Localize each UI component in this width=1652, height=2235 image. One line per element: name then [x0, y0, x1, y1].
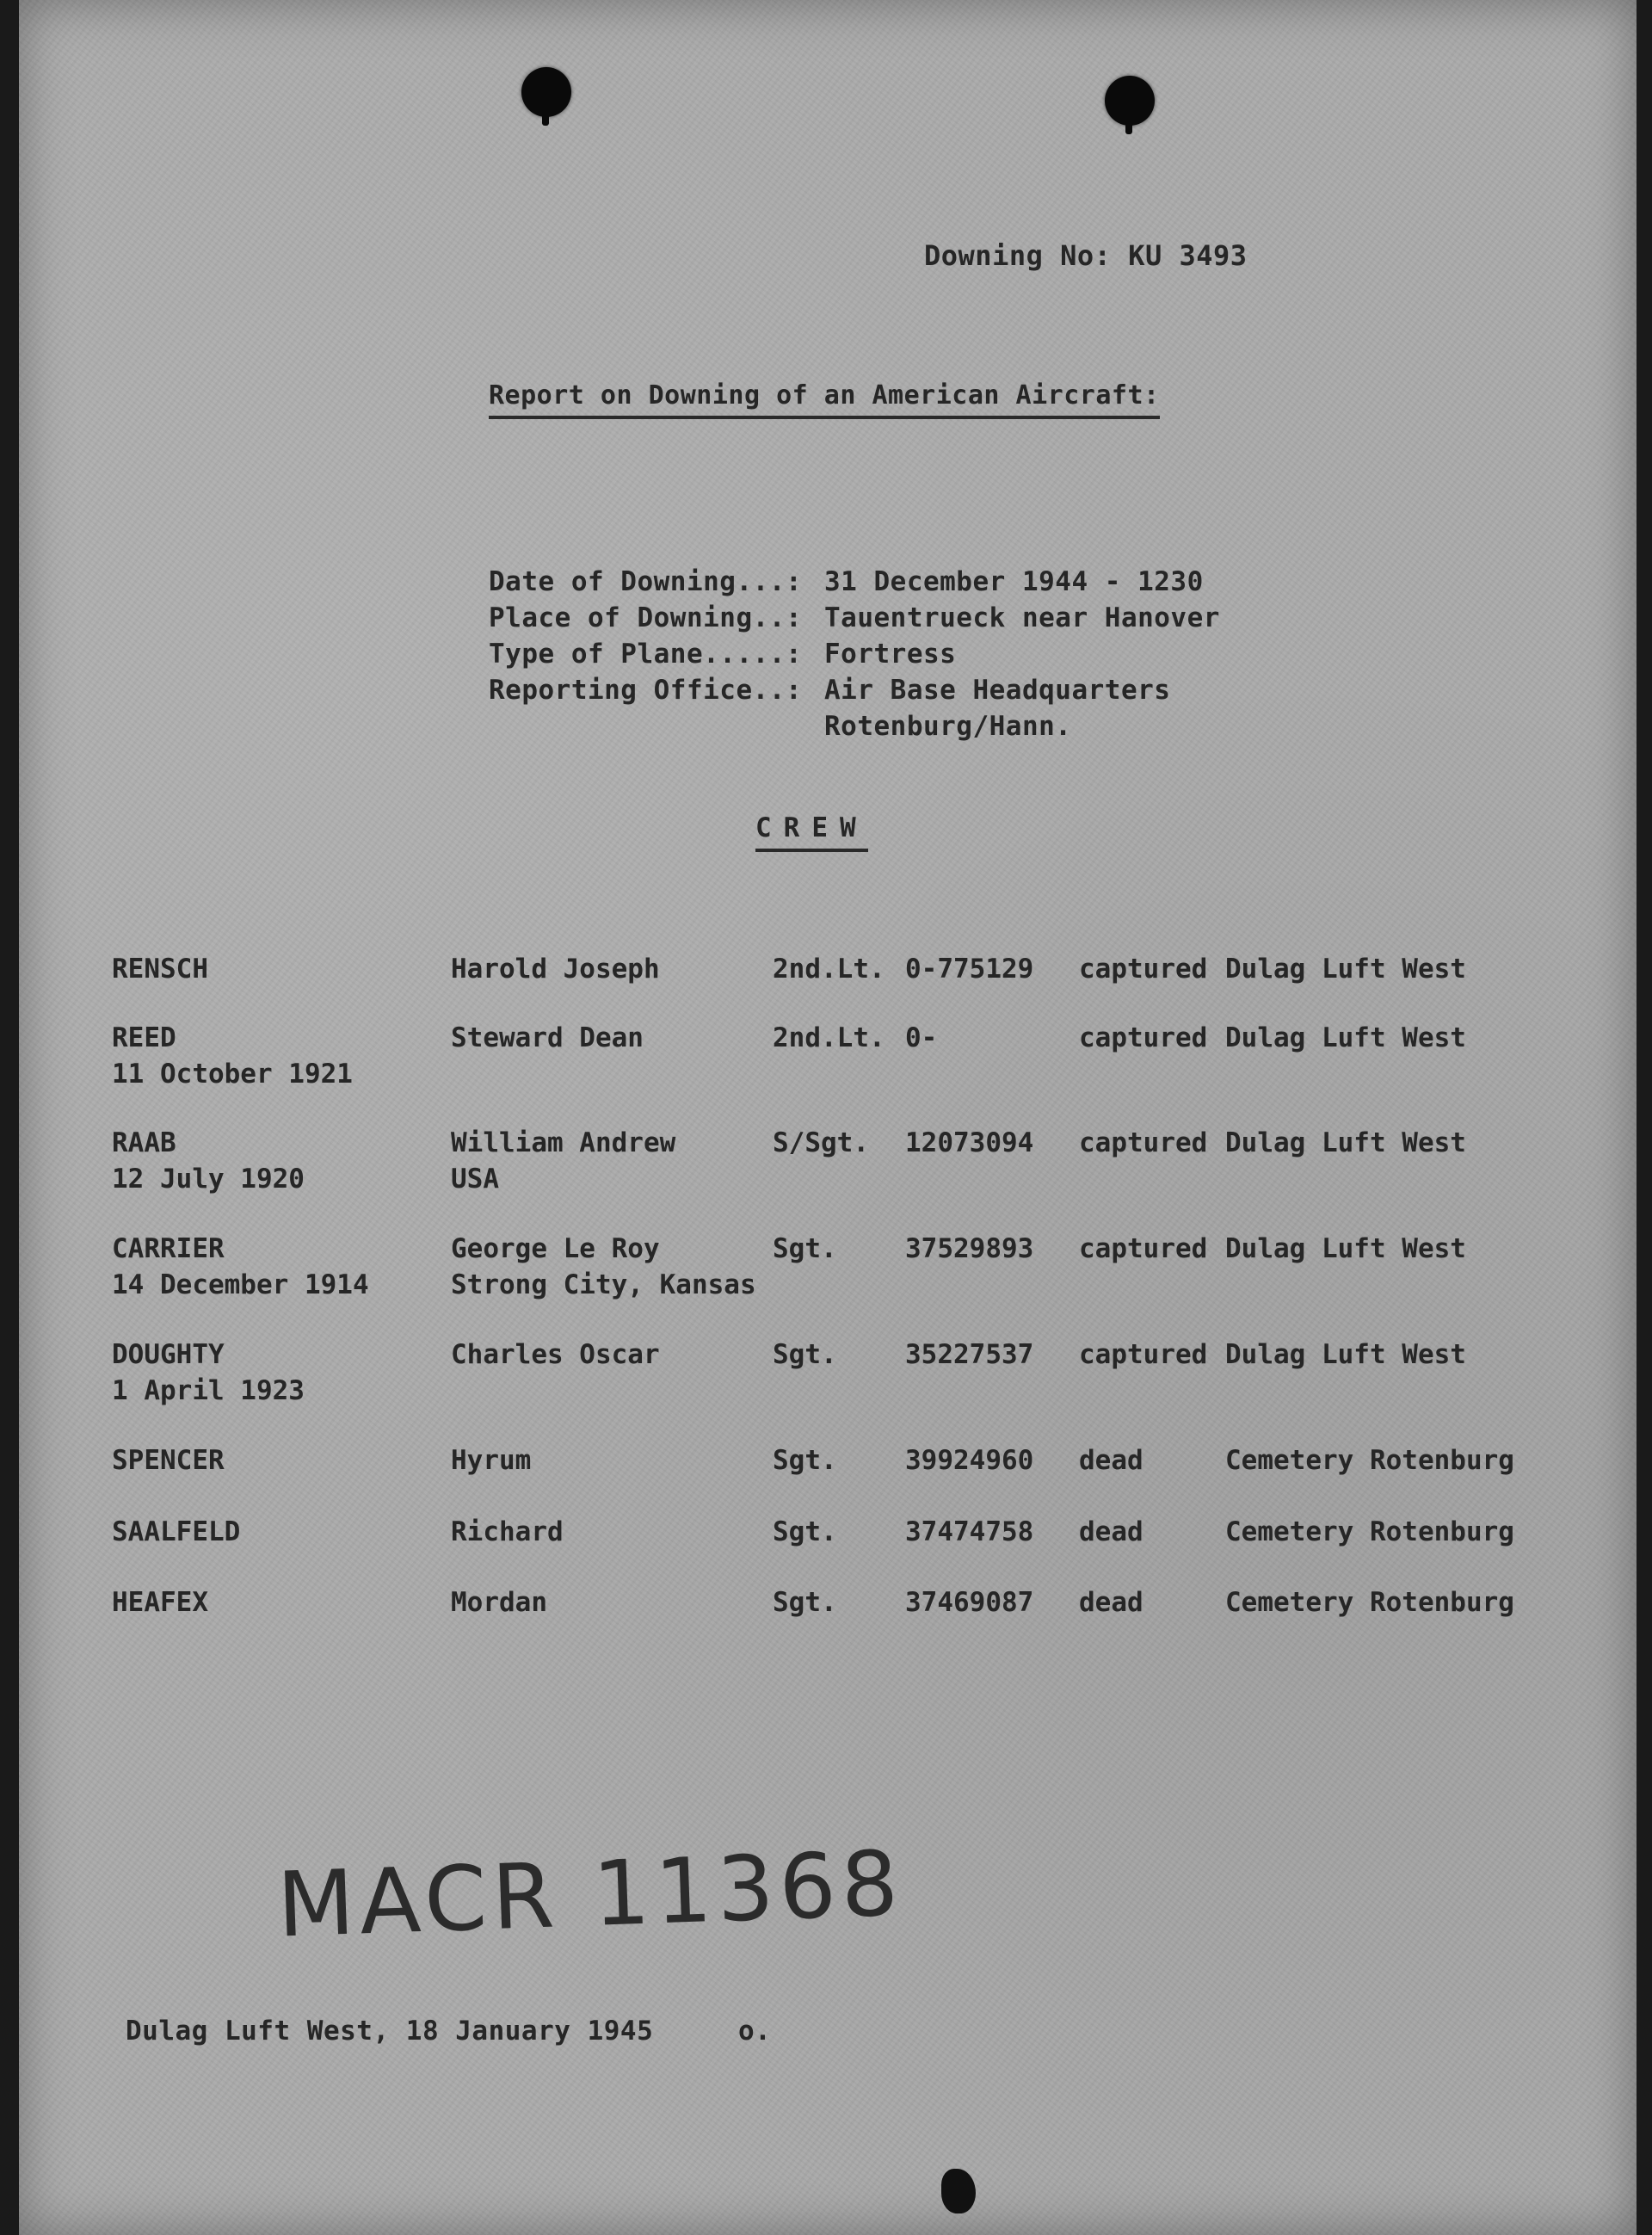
crew-surname: CARRIER: [112, 1233, 225, 1264]
crew-birth-date: 11 October 1921: [112, 1059, 353, 1090]
crew-status: captured: [1079, 1022, 1208, 1053]
crew-rank: 2nd.Lt.: [773, 954, 885, 985]
crew-given-names: Harold Joseph: [451, 954, 660, 985]
downing-number: Downing No: KU 3493: [924, 239, 1248, 272]
crew-serial-number: 37469087: [905, 1587, 1034, 1618]
crew-location: Dulag Luft West: [1225, 954, 1466, 985]
crew-given-names: William Andrew: [451, 1127, 676, 1158]
date-value: 31 December 1944 - 1230: [824, 566, 1204, 597]
office-value-line1: Air Base Headquarters: [824, 675, 1171, 706]
crew-serial-number: 39924960: [905, 1445, 1034, 1476]
crew-location: Cemetery Rotenburg: [1225, 1587, 1514, 1618]
crew-serial-number: 37529893: [905, 1233, 1034, 1264]
crew-serial-number: 37474758: [905, 1516, 1034, 1547]
punch-hole-left: [521, 67, 571, 117]
office-label: Reporting Office..:: [489, 675, 803, 706]
crew-location: Dulag Luft West: [1225, 1127, 1466, 1158]
crew-status: captured: [1079, 1127, 1208, 1158]
office-value-line2: Rotenburg/Hann.: [824, 711, 1072, 742]
crew-status: captured: [1079, 1339, 1208, 1370]
crew-given-names: Richard: [451, 1516, 564, 1547]
type-value: Fortress: [824, 639, 957, 670]
crew-given-names: George Le Roy: [451, 1233, 660, 1264]
crew-rank: Sgt.: [773, 1339, 837, 1370]
bottom-ink-smudge: [941, 2169, 976, 2213]
place-label: Place of Downing..:: [489, 602, 803, 633]
crew-birth-date: 1 April 1923: [112, 1375, 305, 1406]
crew-location: Cemetery Rotenburg: [1225, 1516, 1514, 1547]
crew-serial-number: 0-: [905, 1022, 938, 1053]
crew-location: Cemetery Rotenburg: [1225, 1445, 1514, 1476]
crew-birth-date: 12 July 1920: [112, 1164, 305, 1195]
crew-surname: RENSCH: [112, 954, 208, 985]
crew-given-names: Charles Oscar: [451, 1339, 660, 1370]
crew-surname: HEAFEX: [112, 1587, 208, 1618]
crew-rank: S/Sgt.: [773, 1127, 869, 1158]
crew-given-names: Steward Dean: [451, 1022, 644, 1053]
crew-birth-date: 14 December 1914: [112, 1269, 369, 1300]
crew-given-names: Hyrum: [451, 1445, 532, 1476]
crew-status: dead: [1079, 1445, 1143, 1476]
crew-status: dead: [1079, 1516, 1143, 1547]
crew-status: captured: [1079, 954, 1208, 985]
crew-rank: Sgt.: [773, 1233, 837, 1264]
crew-heading: CREW: [755, 812, 868, 852]
crew-rank: Sgt.: [773, 1445, 837, 1476]
crew-rank: Sgt.: [773, 1516, 837, 1547]
signature-line: Dulag Luft West, 18 January 1945: [126, 2016, 654, 2047]
crew-location: Dulag Luft West: [1225, 1339, 1466, 1370]
crew-surname: SAALFELD: [112, 1516, 241, 1547]
place-value: Tauentrueck near Hanover: [824, 602, 1220, 633]
crew-home-info: Strong City, Kansas: [451, 1269, 756, 1300]
crew-surname: SPENCER: [112, 1445, 225, 1476]
handwritten-macr-note: MACR 11368: [275, 1831, 905, 1958]
document-page: [19, 0, 1637, 2235]
crew-serial-number: 0-775129: [905, 954, 1034, 985]
crew-surname: REED: [112, 1022, 176, 1053]
crew-status: captured: [1079, 1233, 1208, 1264]
report-title: Report on Downing of an American Aircraft:: [489, 380, 1160, 419]
crew-rank: Sgt.: [773, 1587, 837, 1618]
crew-location: Dulag Luft West: [1225, 1022, 1466, 1053]
date-label: Date of Downing...:: [489, 566, 803, 597]
crew-surname: RAAB: [112, 1127, 176, 1158]
crew-rank: 2nd.Lt.: [773, 1022, 885, 1053]
crew-surname: DOUGHTY: [112, 1339, 225, 1370]
crew-serial-number: 35227537: [905, 1339, 1034, 1370]
trailing-mark: o.: [738, 2016, 772, 2047]
crew-serial-number: 12073094: [905, 1127, 1034, 1158]
crew-location: Dulag Luft West: [1225, 1233, 1466, 1264]
crew-given-names: Mordan: [451, 1587, 547, 1618]
crew-home-info: USA: [451, 1164, 499, 1195]
type-label: Type of Plane.....:: [489, 639, 803, 670]
crew-status: dead: [1079, 1587, 1143, 1618]
punch-hole-right: [1105, 76, 1155, 126]
